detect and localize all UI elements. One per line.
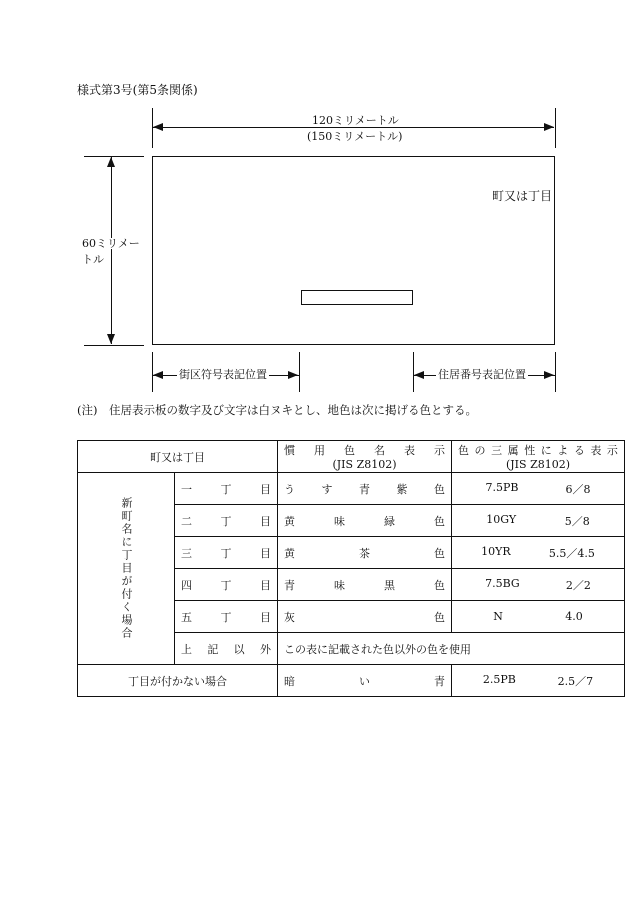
chome-cell (175, 537, 278, 569)
form-title: 様式第3号(第5条関係) (77, 83, 198, 97)
arrow-left-icon (153, 371, 163, 379)
cell-char: 青 (359, 482, 370, 496)
attr-cell: N 4.0 (452, 601, 625, 633)
cell-char: 茶 (359, 546, 370, 560)
cell-char: 丁 (220, 610, 232, 624)
cell-char: 目 (260, 514, 271, 528)
cell-char: 以 (233, 642, 245, 656)
cell-char: 味 (334, 514, 345, 528)
cell-char: 五 (181, 610, 192, 624)
cell-char: 慣 (284, 444, 295, 457)
attr-cell: 7.5PB 6／8 (452, 473, 625, 505)
attr-cell: 10YR 5.5／4.5 (452, 537, 625, 569)
position-tick (299, 352, 300, 392)
color-table (77, 440, 625, 697)
cell-char: 色 (434, 610, 445, 624)
cell-char: 黄 (284, 514, 295, 528)
cell-char: に (540, 444, 552, 457)
cell-char: 色 (344, 444, 355, 457)
cell-char: 表 (590, 444, 602, 457)
cell-char: 黄 (284, 546, 295, 560)
cell-char: 灰 (284, 610, 295, 624)
cell-char: 色 (434, 514, 445, 528)
cell-char: 目 (260, 578, 271, 592)
table-row (78, 665, 625, 697)
arrow-right-icon (544, 123, 554, 131)
attr-cell: 7.5BG 2／2 (452, 569, 625, 601)
width-dimension-line (153, 127, 554, 128)
board-text: 町又は丁目 (492, 189, 553, 203)
arrow-down-icon (107, 334, 115, 344)
attr-cell: 2.5PB 2.5／7 (452, 665, 625, 697)
cell-char: 暗 (284, 674, 295, 688)
header-color-attributes: 色 の 三 属 性 に よ る 表 示 (JIS Z8102) (452, 441, 625, 473)
color-name-cell (278, 537, 452, 569)
header-color-name: 慣 用 色 名 表 示 (JIS Z8102) (278, 441, 452, 473)
number-box (301, 290, 413, 305)
arrow-left-icon (414, 371, 424, 379)
block-number-position-label: 街区符号表記位置 (179, 368, 267, 381)
residence-number-position-label: 住居番号表記位置 (438, 368, 526, 381)
header-town-chome: 町又は丁目 (78, 441, 278, 473)
cell-char: 青 (434, 674, 445, 688)
cell-char: 色 (434, 482, 445, 496)
cell-char: 緑 (384, 514, 395, 528)
cell-char: い (359, 674, 370, 688)
cell-char: 目 (260, 482, 271, 496)
cell-char: 色 (458, 444, 469, 457)
sign-board (152, 156, 555, 345)
cell-char: よ (557, 444, 569, 457)
attr-cell: 10GY 5／8 (452, 505, 625, 537)
height-label-2: トル (82, 253, 104, 266)
arrow-left-icon (153, 123, 163, 131)
chome-cell (175, 473, 278, 505)
cell-char: 色 (434, 546, 445, 560)
cell-char: 示 (434, 444, 445, 457)
cell-char: 丁 (220, 578, 232, 592)
color-name-cell (278, 601, 452, 633)
note-text: (注) 住居表示板の数字及び文字は白ヌキとし、地色は次に掲げる色とする。 (77, 403, 477, 417)
cell-char: う (284, 482, 295, 496)
cell-char: る (573, 444, 585, 457)
cell-char: 用 (314, 444, 325, 457)
cell-char: す (321, 482, 333, 496)
cell-char: 名 (374, 444, 385, 457)
cell-char: 紫 (396, 482, 408, 496)
cell-char: 属 (507, 444, 519, 457)
arrow-right-icon (288, 371, 298, 379)
height-dimension-line (111, 157, 112, 344)
cell-char: 丁 (220, 514, 232, 528)
cell-char: 上 (181, 642, 192, 656)
cell-char: 目 (260, 610, 271, 624)
cell-char: 表 (404, 444, 415, 457)
cell-char: 二 (181, 514, 192, 528)
table-row (78, 473, 625, 505)
height-label: 60ミリメー (82, 237, 140, 250)
color-name-cell (278, 505, 452, 537)
color-name-cell (278, 665, 452, 697)
color-name-cell (278, 473, 452, 505)
chome-cell (175, 569, 278, 601)
arrow-up-icon (107, 157, 115, 167)
width-label-alt: (150ミリメートル) (307, 130, 403, 143)
cell-char: 三 (181, 546, 192, 560)
cell-char: 黒 (384, 578, 395, 592)
other-label-cell (175, 633, 278, 665)
table-header-row (78, 441, 625, 473)
cell-char: 色 (434, 578, 445, 592)
dimension-tick (84, 345, 144, 346)
cell-char: 三 (491, 444, 503, 457)
cell-char: 丁 (220, 482, 232, 496)
cell-char: 外 (259, 642, 271, 656)
position-tick (555, 352, 556, 392)
cell-char: 四 (181, 578, 192, 592)
chome-cell (175, 601, 278, 633)
color-name-cell (278, 569, 452, 601)
cell-char: 一 (181, 482, 192, 496)
cell-char: 目 (260, 546, 271, 560)
dimension-tick (555, 108, 556, 148)
cell-char: 示 (606, 444, 618, 457)
cell-char: の (474, 444, 486, 457)
group-label-cell (78, 473, 175, 665)
cell-char: 性 (524, 444, 536, 457)
group-label: 新町名に丁目が付く場合 (120, 497, 133, 640)
cell-char: 青 (284, 578, 295, 592)
no-chome-label: 丁目が付かない場合 (78, 665, 278, 697)
other-text: この表に記載された色以外の色を使用 (278, 633, 625, 665)
cell-char: 丁 (220, 546, 232, 560)
cell-char: 記 (207, 642, 219, 656)
cell-char: 味 (334, 578, 345, 592)
width-label: 120ミリメートル (312, 114, 399, 127)
arrow-right-icon (544, 371, 554, 379)
chome-cell (175, 505, 278, 537)
